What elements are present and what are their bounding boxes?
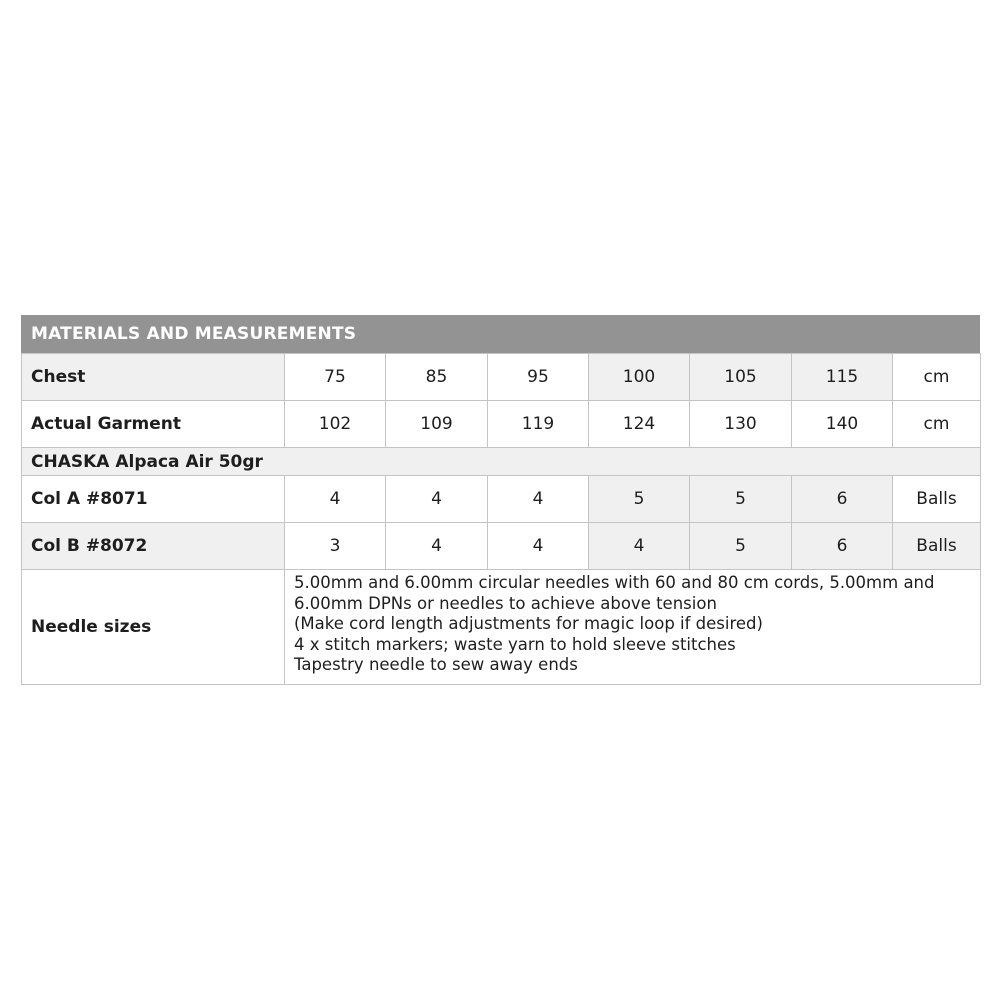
garment-size-6: 140 [792,401,893,448]
materials-table [21,353,981,685]
col-b-row [22,523,981,570]
col-a-size-3: 4 [488,476,589,523]
chest-label: Chest [22,354,285,401]
materials-table-panel [21,315,980,685]
chest-size-5: 105 [690,354,792,401]
chest-size-6: 115 [792,354,893,401]
col-a-size-2: 4 [386,476,488,523]
needle-label: Needle sizes [22,570,285,685]
col-a-size-6: 6 [792,476,893,523]
garment-label: Actual Garment [22,401,285,448]
garment-unit: cm [893,401,981,448]
yarn-section-row [22,448,981,476]
needle-note-line: 4 x stitch markers; waste yarn to hold sleeve stitches [294,634,736,654]
col-a-size-4: 5 [589,476,690,523]
garment-row [22,401,981,448]
needle-row [22,570,981,685]
col-b-size-6: 6 [792,523,893,570]
needle-note-line: 6.00mm DPNs or needles to achieve above tension [294,593,717,613]
col-a-unit: Balls [893,476,981,523]
garment-size-1: 102 [285,401,386,448]
chest-row [22,354,981,401]
col-a-label: Col A #8071 [22,476,285,523]
chest-unit: cm [893,354,981,401]
col-a-row [22,476,981,523]
yarn-section-label: CHASKA Alpaca Air 50gr [22,448,981,476]
garment-size-2: 109 [386,401,488,448]
garment-size-4: 124 [589,401,690,448]
col-b-unit: Balls [893,523,981,570]
needle-note-line: (Make cord length adjustments for magic loop if desired) [294,614,763,633]
col-b-size-4: 4 [589,523,690,570]
col-b-label: Col B #8072 [22,523,285,570]
chest-size-1: 75 [285,354,386,401]
needle-notes [285,570,981,685]
col-b-size-1: 3 [285,523,386,570]
garment-size-3: 119 [488,401,589,448]
col-a-size-5: 5 [690,476,792,523]
chest-size-4: 100 [589,354,690,401]
col-b-size-3: 4 [488,523,589,570]
table-title: MATERIALS AND MEASUREMENTS [21,315,980,353]
col-b-size-5: 5 [690,523,792,570]
col-a-size-1: 4 [285,476,386,523]
needle-note-line: Tapestry needle to sew away ends [294,655,578,674]
garment-size-5: 130 [690,401,792,448]
chest-size-2: 85 [386,354,488,401]
col-b-size-2: 4 [386,523,488,570]
needle-note-line: 5.00mm and 6.00mm circular needles with 60 and 80 cm cords, 5.00mm and [294,573,935,592]
chest-size-3: 95 [488,354,589,401]
